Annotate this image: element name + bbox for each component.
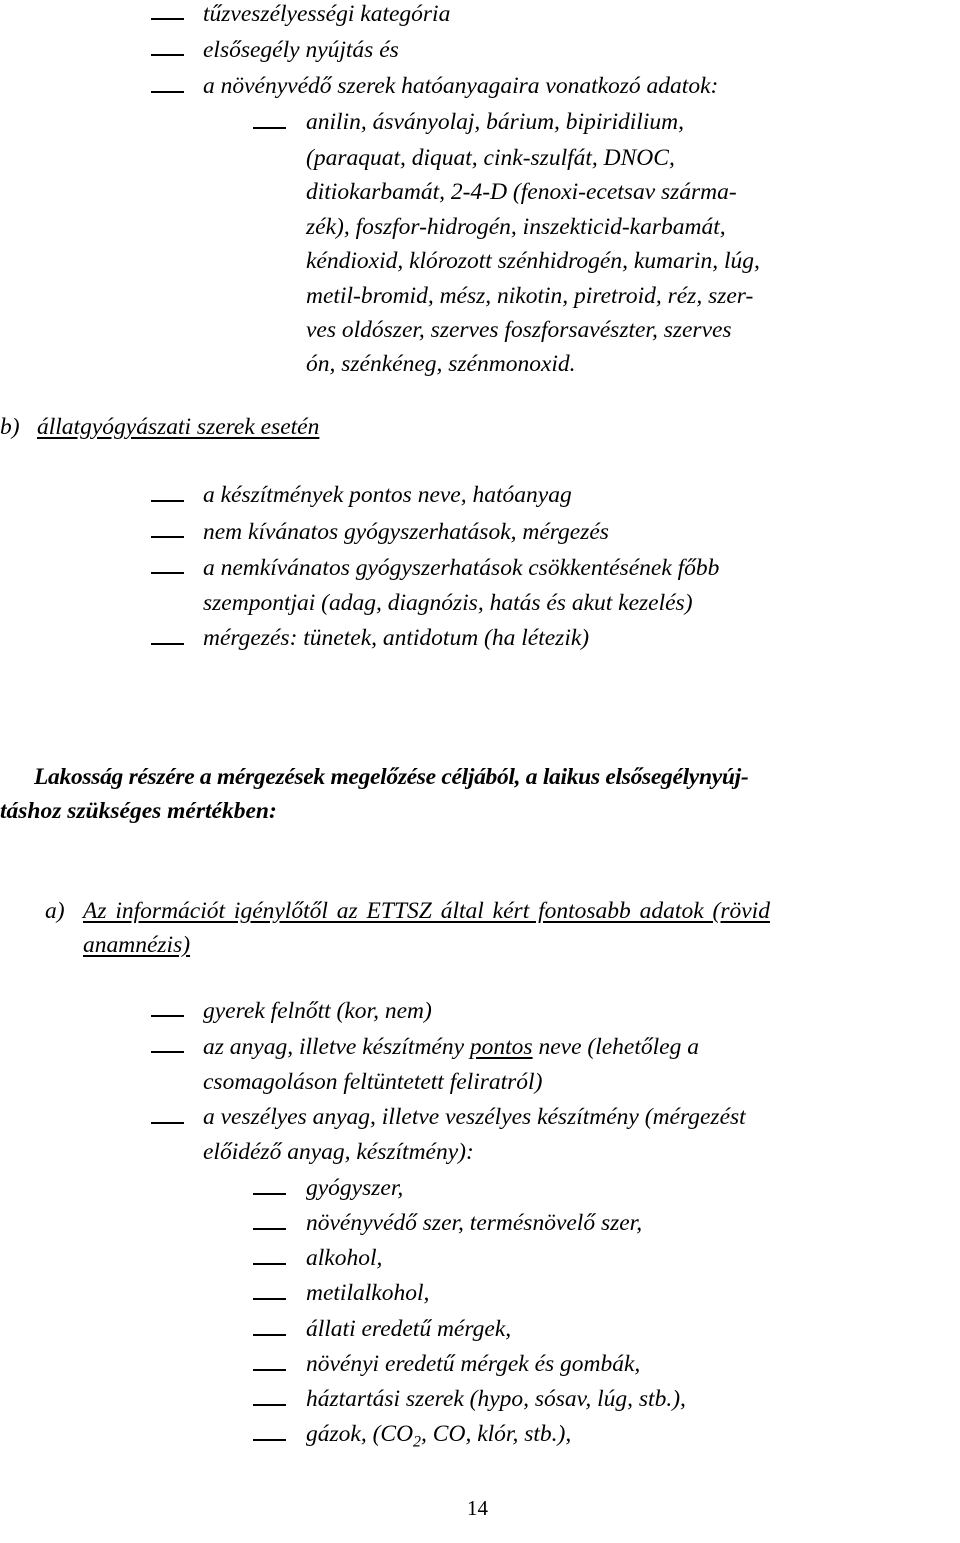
sub-list-item: [306, 1420, 571, 1457]
list-item: a növényvédő szerek hatóanyagaira vonatkozó adatok:: [203, 73, 719, 99]
list-item-continuation: szempontjai (adag, diagnózis, hatás és akut kezelés): [203, 590, 693, 616]
sub-list-item: állati eredetű mérgek,: [306, 1316, 512, 1342]
list-dash: [253, 127, 286, 129]
list-dash: [253, 1228, 286, 1230]
substances-line: ditiokarbamát, 2-4-D (fenoxi-ecetsav szárma-: [306, 179, 737, 205]
list-dash: [151, 536, 184, 538]
substances-line: (paraquat, diquat, cink-szulfát, DNOC,: [306, 145, 675, 171]
list-item: a veszélyes anyag, illetve veszélyes készítmény (mérgezést: [203, 1104, 746, 1130]
list-item: elsősegély nyújtás és: [203, 37, 399, 63]
emphasis-underlined: pontos: [469, 1034, 533, 1060]
list-dash: [151, 643, 184, 645]
list-item: mérgezés: tünetek, antidotum (ha létezik): [203, 625, 590, 651]
sub-list-item: gyógyszer,: [306, 1175, 404, 1201]
subscript-2: 2: [413, 1433, 422, 1451]
list-item: gyerek felnőtt (kor, nem): [203, 998, 432, 1024]
list-dash: [253, 1369, 286, 1371]
sub-list-item: növényvédő szer, termésnövelő szer,: [306, 1210, 643, 1236]
list-item-text: neve (lehetőleg a: [532, 1034, 699, 1060]
section-a-marker: a): [45, 898, 65, 924]
list-item: nem kívánatos gyógyszerhatások, mérgezés: [203, 519, 609, 545]
section-b-marker: b): [0, 414, 20, 440]
gas-text: , CO, klór, stb.),: [421, 1421, 572, 1447]
page-number: 14: [467, 1496, 488, 1520]
list-dash: [151, 500, 184, 502]
substances-line: metil-bromid, mész, nikotin, piretroid, réz, szer-: [306, 283, 754, 309]
list-dash: [253, 1334, 286, 1336]
list-item: a készítmények pontos neve, hatóanyag: [203, 482, 572, 508]
list-dash: [253, 1298, 286, 1300]
list-item-continuation: előidéző anyag, készítmény):: [203, 1139, 474, 1165]
list-dash: [151, 1122, 184, 1124]
section-b-heading: állatgyógyászati szerek esetén: [37, 414, 320, 440]
section-a-heading-line: Az információt igénylőtől az ETTSZ által kért fontosabb adatok (rövid: [83, 898, 770, 924]
list-item: tűzveszélyességi kategória: [203, 1, 451, 27]
bold-heading-line: táshoz szükséges mértékben:: [0, 798, 277, 824]
list-dash: [151, 1015, 184, 1017]
list-dash: [151, 18, 184, 20]
substances-line: ón, szénkéneg, szénmonoxid.: [306, 351, 576, 377]
list-dash: [151, 1051, 184, 1053]
bold-heading-line: Lakosság részére a mérgezések megelőzése céljából, a laikus elsősegélynyúj-: [34, 764, 749, 790]
list-dash: [253, 1193, 286, 1195]
substances-line: zék), foszfor-hidrogén, inszekticid-karbamát,: [306, 214, 726, 240]
list-dash: [253, 1263, 286, 1265]
substances-line: kéndioxid, klórozott szénhidrogén, kumarin, lúg,: [306, 248, 760, 274]
section-a-heading-line: anamnézis): [83, 932, 191, 958]
list-item-continuation: csomagoláson feltüntetett feliratról): [203, 1069, 543, 1095]
list-item-text: az anyag, illetve készítmény: [203, 1034, 470, 1060]
sub-list-item: alkohol,: [306, 1245, 383, 1271]
list-dash: [151, 572, 184, 574]
list-dash: [151, 54, 184, 56]
sub-list-item: metilalkohol,: [306, 1280, 430, 1306]
sub-list-item: növényi eredetű mérgek és gombák,: [306, 1351, 641, 1377]
substances-line: anilin, ásványolaj, bárium, bipiridilium,: [306, 109, 684, 135]
list-dash: [253, 1404, 286, 1406]
list-dash: [253, 1439, 286, 1441]
list-item: [203, 1033, 699, 1061]
gas-text: gázok, (CO: [306, 1421, 414, 1447]
substances-line: ves oldószer, szerves foszforsavészter, szerves: [306, 317, 732, 343]
list-item: a nemkívánatos gyógyszerhatások csökkentésének főbb: [203, 555, 720, 581]
list-dash: [151, 91, 184, 93]
sub-list-item: háztartási szerek (hypo, sósav, lúg, stb.),: [306, 1386, 686, 1412]
